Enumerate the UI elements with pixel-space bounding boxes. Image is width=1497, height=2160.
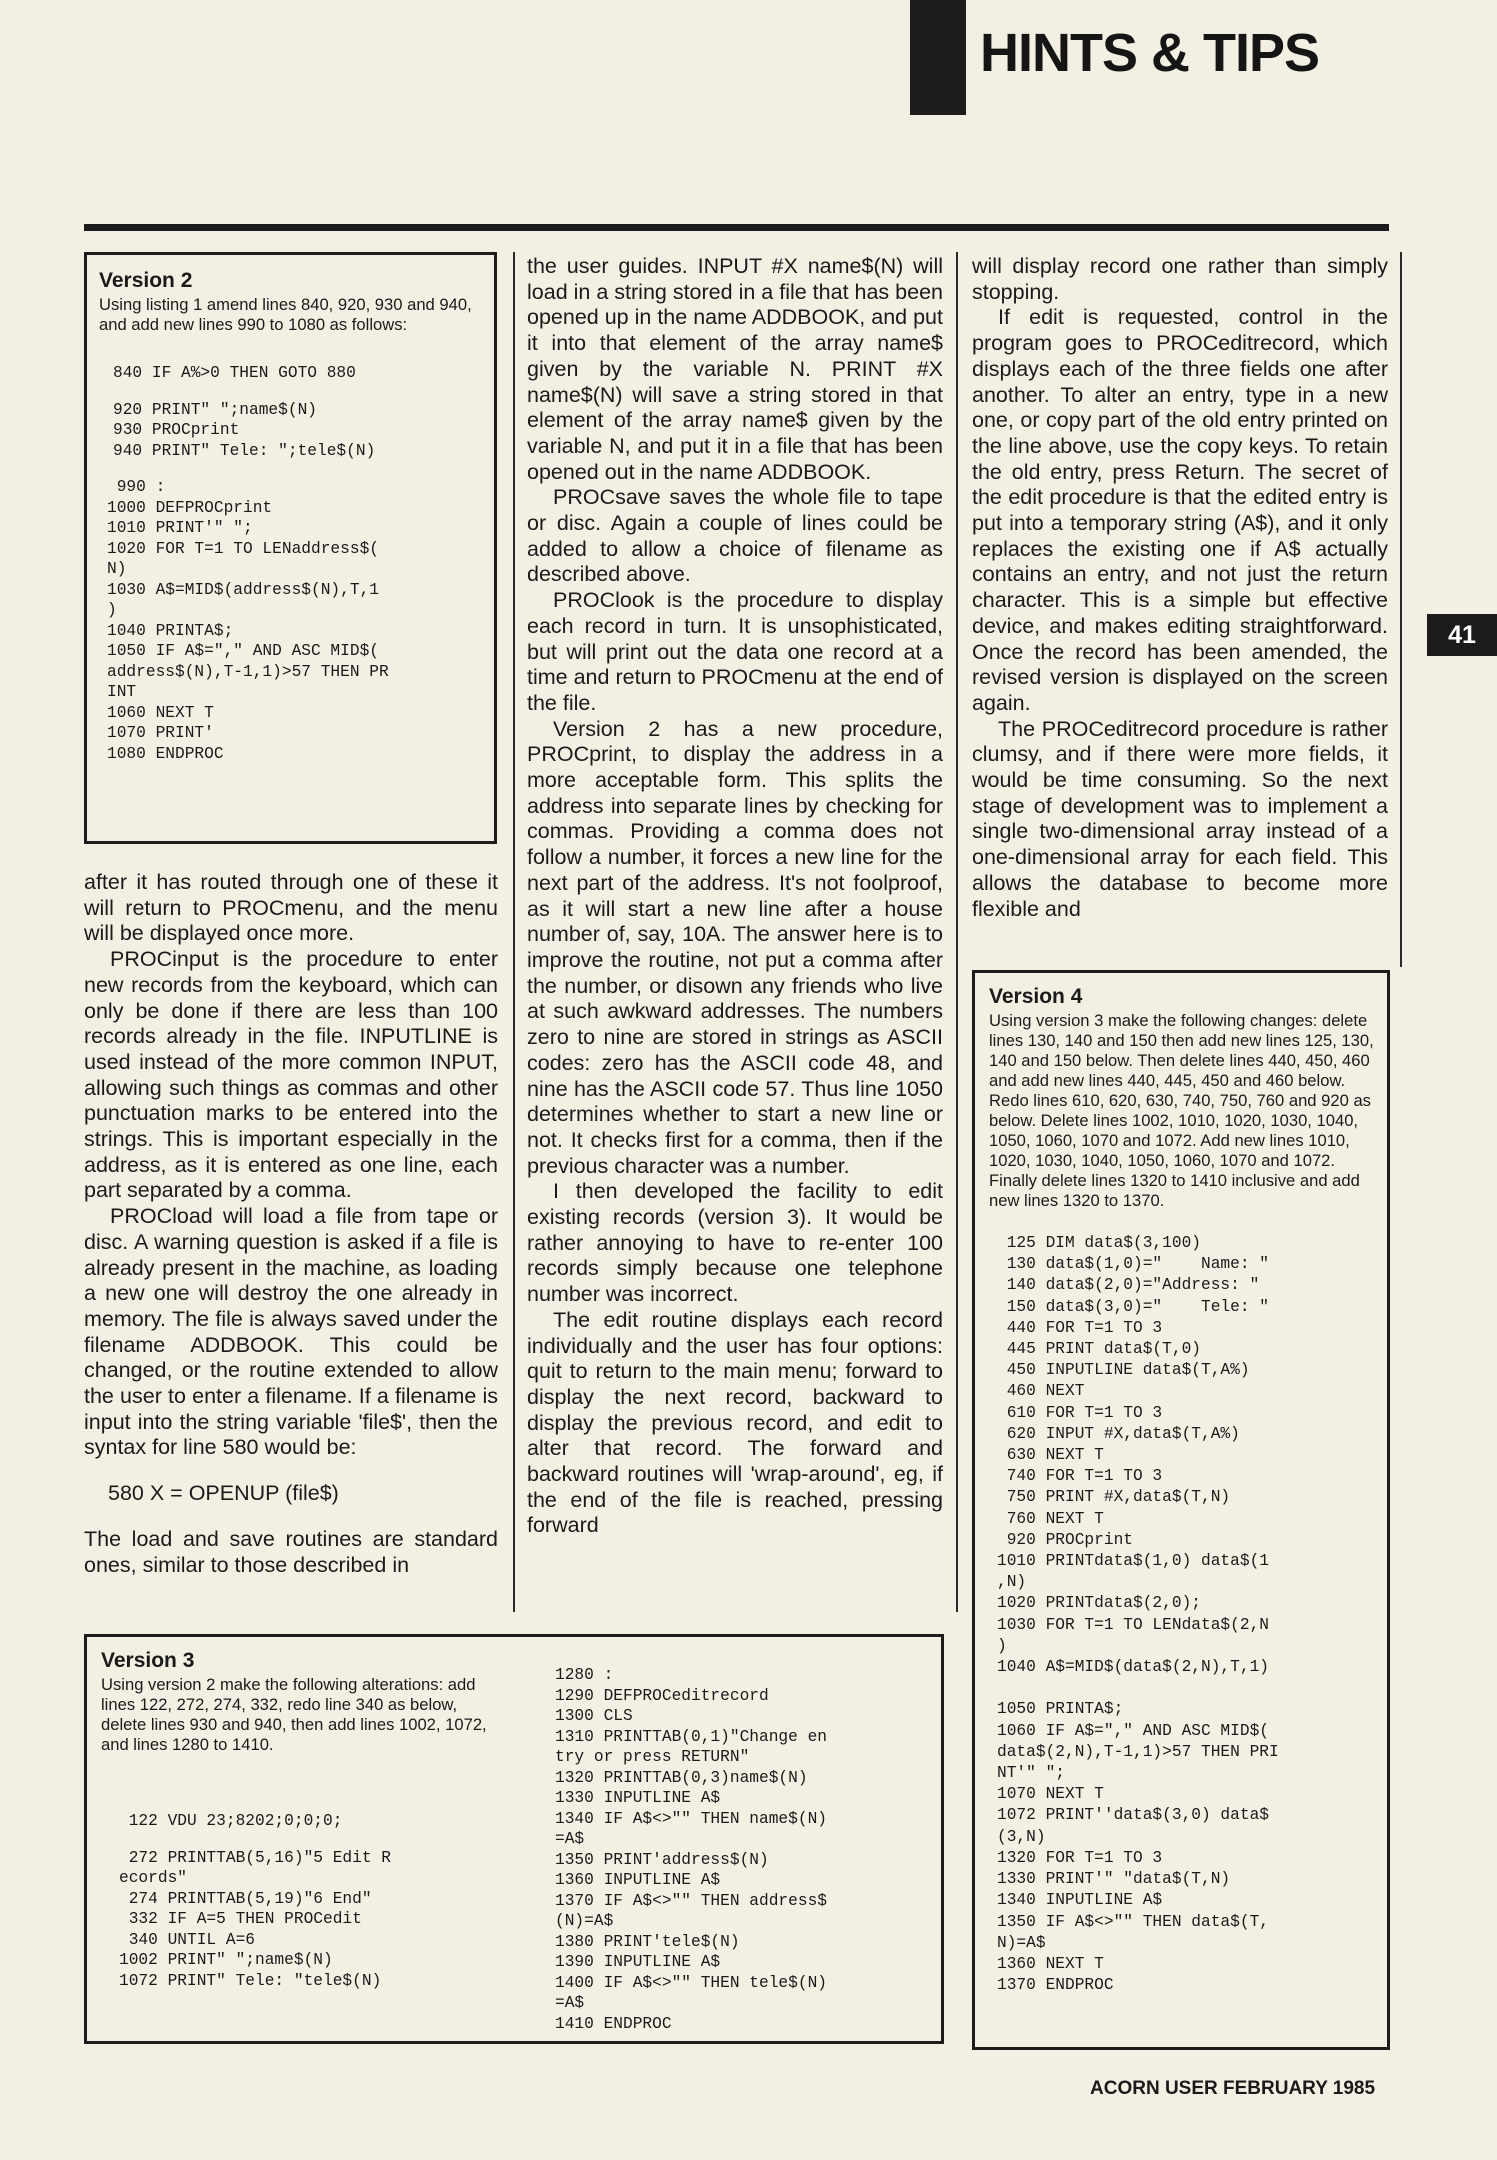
col2-para-6: The edit routine displays each record individually and the user has four options: quit to return to the main menu; forward to display the next record, backward to display the previous record, and edit to alter that record. The forward and backward routines will 'wrap-around', eg, if the end of the file is reached, pressing forward xyxy=(527,1307,943,1538)
version2-code-line840: 840 IF A%>0 THEN GOTO 880 xyxy=(113,364,356,382)
column-divider-3 xyxy=(1400,252,1402,967)
column2-text xyxy=(527,254,943,1539)
version4-intro: Using version 3 make the following changes: delete lines 130, 140 and 150 then add new lines 125, 130, 140 and 150 below. Then delete lines 440, 450, 460 and add new lines 440, 445, 450 and 460 below. Redo lines 610, 620, 630, 740, 750, 760 and 920 as below. Delete lines 1002, 1010, 1020, 1030, 1040, 1050, 1060, 1070 and 1072. Add new lines 1010, 1020, 1030, 1040, 1050, 1060, 1070 and 1072. Finally delete lines 1320 to 1410 inclusive and add new lines 1320 to 1370. xyxy=(989,1011,1374,1210)
version4-title: Version 4 xyxy=(989,985,1083,1008)
section-title: HINTS & TIPS xyxy=(980,23,1320,83)
col3-para-2: If edit is requested, control in the program goes to PROCeditrecord, which displays each of the three fields one after another. To alter an entry, type in a new one, or copy part of the old entry printed on the line above, use the copy keys. To retain the old entry, press Return. The secret of the edit procedure is that the edited entry is put into a temporary string (A$), and it only replaces the existing one if A$ actually contains an entry, and not just the return character. This is a simple but effective device, and makes editing straightforward. Once the record has been amended, the revised version is displayed on the screen again. xyxy=(972,305,1388,715)
col1-para-2: PROCinput is the procedure to enter new records from the keyboard, which can only be done if there are less than 100 records already in the file. INPUTLINE is used instead of the more common INPUT, allowing such things as commas and other punctuation marks to be entered into the strings. This is important especially in the address, as it is entered as one line, each part separated by a comma. xyxy=(84,947,498,1203)
col1-para-1: after it has routed through one of these it will return to PROCmenu, and the menu will be displayed once more. xyxy=(84,870,498,946)
col3-para-3: The PROCeditrecord procedure is rather clumsy, and if there were more fields, it would be time consuming. So the next stage of development was to implement a single two-dimensional array instead of a one-dimensional array for each field. This allows the database to become more flexible and xyxy=(972,716,1388,921)
col2-para-4: Version 2 has a new procedure, PROCprint, to display the address in a more acceptable form. This splits the address into separate lines by checking for commas. Providing a comma does not follow a number, it forces a new line for the next part of the address. It's not foolproof, as it will start a new line after a house number of, say, 10A. The answer here is to improve the routine, not put a comma after the number, or disown any friends who live at such awkward addresses. The numbers zero to nine are stored in strings as ASCII codes: zero has the ASCII code 48, and nine has the ASCII code 57. Thus line 1050 determines whether to start a new line or not. It checks first for a comma, then if the previous character was a number. xyxy=(527,716,943,1178)
version2-intro: Using listing 1 amend lines 840, 920, 930 and 940, and add new lines 990 to 1080 as follows: xyxy=(99,295,472,334)
version2-code-990-1080: 990 : 1000 DEFPROCprint 1010 PRINT'" "; 1020 FOR T=1 TO LENaddress$( N) 1030 A$=MID$(address$(N),T,1 ) 1040 PRINTA$; 1050 IF A$="," AND ASC MID$( address$(N),T-1,1)>57 THEN PR INT 1060 NEXT T 1070 PRINT' 1080 ENDPROC xyxy=(107,478,389,763)
version3-title: Version 3 xyxy=(101,1649,195,1672)
col2-para-3: PROClook is the procedure to display each record in turn. It is unsophisticated, but will print out the data one record at a time and return to PROCmenu at the end of the file. xyxy=(527,588,943,715)
header-rule xyxy=(84,224,1389,231)
version3-code-272-1072: 272 PRINTTAB(5,16)"5 Edit R ecords" 274 PRINTTAB(5,19)"6 End" 332 IF A=5 THEN PROCedit 340 UNTIL A=6 1002 PRINT" ";name$(N) 1072 PRINT" Tele: "tele$(N) xyxy=(119,1848,391,1990)
page-number-tab: 41 xyxy=(1427,614,1497,656)
version3-code-1280-1410: 1280 : 1290 DEFPROCeditrecord 1300 CLS 1310 PRINTTAB(0,1)"Change en try or press RETURN" 1320 PRINTTAB(0,3)name$(N) 1330 INPUTLINE A$ 1340 IF A$<>"" THEN name$(N) =A$ 1350 PRINT'address$(N) 1360 INPUTLINE A$ 1370 IF A$<>"" THEN address$ (N)=A$ 1380 PRINT'tele$(N) 1390 INPUTLINE A$ 1400 IF A$<>"" THEN tele$(N) =A$ 1410 ENDPROC xyxy=(555,1666,827,2033)
col1-formula: 580 X = OPENUP (file$) xyxy=(108,1481,339,1506)
col3-para-1: will display record one rather than simply stopping. xyxy=(972,254,1388,304)
version3-intro: Using version 2 make the following alterations: add lines 122, 272, 274, 332, redo line 340 as below, delete lines 930 and 940, then add lines 1002, 1072, and lines 1280 to 1410. xyxy=(101,1675,487,1754)
version3-code-122: 122 VDU 23;8202;0;0;0; xyxy=(119,1812,343,1830)
version4-box xyxy=(972,970,1390,2050)
page-footer: ACORN USER FEBRUARY 1985 xyxy=(1090,2078,1376,2099)
col1-para-4: The load and save routines are standard ones, similar to those described in xyxy=(84,1526,498,1577)
version4-code: 125 DIM data$(3,100) 130 data$(1,0)=" Name: " 140 data$(2,0)="Address: " 150 data$(3,0)=" Tele: " 440 FOR T=1 TO 3 445 PRINT data$(T,0) 450 INPUTLINE data$(T,A%) 460 NEXT 610 FOR T=1 TO 3 620 INPUT #X,data$(T,A%) 630 NEXT T 740 FOR T=1 TO 3 750 PRINT #X,data$(T,N) 760 NEXT T 920 PROCprint 1010 PRINTdata$(1,0) data$(1 ,N) 1020 PRINTdata$(2,0); 1030 FOR T=1 TO LENdata$(2,N ) 1040 A$=MID$(data$(2,N),T,1) 1050 PRINTA$; 1060 IF A$="," AND ASC MID$( data$(2,N),T-1,1)>57 THEN PRI NT'" "; 1070 NEXT T 1072 PRINT''data$(3,0) data$ (3,N) 1320 FOR T=1 TO 3 1330 PRINT'" "data$(T,N) 1340 INPUTLINE A$ 1350 IF A$<>"" THEN data$(T, N)=A$ 1360 NEXT T 1370 ENDPROC xyxy=(997,1234,1279,1995)
header-black-block xyxy=(910,0,966,115)
version2-code-920-940: 920 PRINT" ";name$(N) 930 PROCprint 940 PRINT" Tele: ";tele$(N) xyxy=(113,400,376,460)
col2-para-5: I then developed the facility to edit existing records (version 3). It would be rather annoying to have to re-enter 100 records simply because one telephone number was incorrect. xyxy=(527,1179,943,1307)
column-divider-2 xyxy=(956,252,958,1612)
column-divider-1 xyxy=(513,252,515,1612)
version3-box xyxy=(84,1634,944,2044)
col2-para-2: PROCsave saves the whole file to tape or disc. Again a couple of lines could be added to allow a choice of filename as described above. xyxy=(527,485,943,587)
version2-box xyxy=(84,252,497,844)
column3-text xyxy=(972,254,1388,922)
column1-text xyxy=(84,870,498,1578)
version2-title: Version 2 xyxy=(99,269,193,292)
col2-para-1: the user guides. INPUT #X name$(N) will load in a string stored in a file that has been opened up in the name ADDBOOK, and put it into that element of the array name$ given by the variable N. PRINT #X name$(N) will save a string stored in that element of the array name$ given by the variable N, and put it in a file that has been opened out in the name ADDBOOK. xyxy=(527,254,943,484)
col1-para-3: PROCload will load a file from tape or disc. A warning question is asked if a file is already present in the machine, as loading a new one will destroy the one already in memory. The file is always saved under the filename ADDBOOK. This could be changed, or the routine extended to allow the user to enter a filename. If a filename is input into the string variable 'file$', then the syntax for line 580 would be: xyxy=(84,1204,498,1460)
